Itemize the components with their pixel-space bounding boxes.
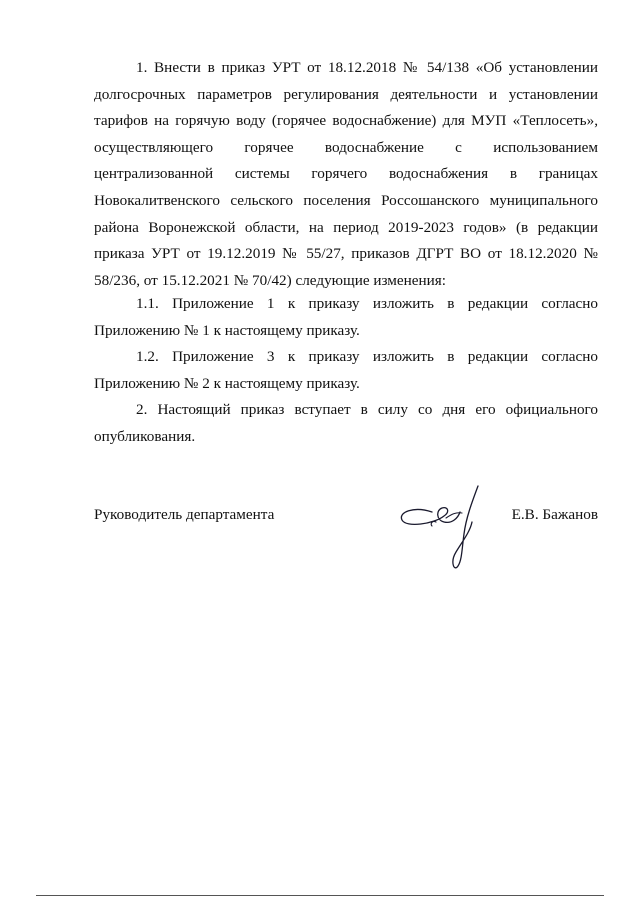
paragraph-item-2 [94, 397, 598, 450]
handwritten-signature [392, 482, 492, 574]
bottom-divider [36, 895, 604, 896]
signatory-name: Е.В. Бажанов [511, 506, 598, 523]
paragraph-item-1 [94, 55, 598, 294]
signature-block [94, 506, 598, 536]
paragraph-item-1-1 [94, 291, 598, 344]
paragraph-text: 2. Настоящий приказ вступает в силу со дня его официального опубликования. [94, 401, 598, 445]
paragraph-text: 1.1. Приложение 1 к приказу изложить в редакции согласно Приложению № 1 к настоящему приказу. [94, 295, 598, 339]
paragraph-text: 1. Внести в приказ УРТ от 18.12.2018 № 54/138 «Об установлении долгосрочных параметров регулирования деятельности и установлении тарифов на горячую воду (горячее водоснабжение) для МУП «Теплосеть», осуществляющего горячее водоснабжение с использованием централизованной системы горячего водоснабжения в границах Новокалитвенского сельского поселения Россошанского муниципального района Воронежской области, на период 2019-2023 годов» (в редакции приказа УРТ от 19.12.2019 № 55/27, приказов ДГРТ ВО от 18.12.2020 № 58/236, от 15.12.2021 № 70/42) следующие изменения: [94, 59, 598, 289]
paragraph-item-1-2 [94, 344, 598, 397]
paragraph-text: 1.2. Приложение 3 к приказу изложить в редакции согласно Приложению № 2 к настоящему приказу. [94, 348, 598, 392]
signatory-title: Руководитель департамента [94, 506, 275, 523]
